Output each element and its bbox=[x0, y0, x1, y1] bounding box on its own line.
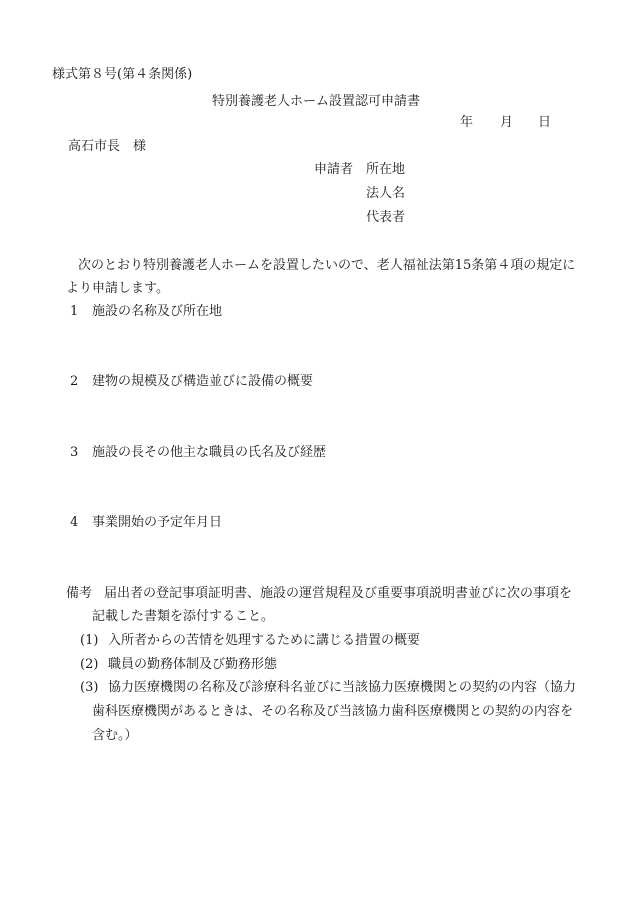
item-2-label: 建物の規模及び構造並びに設備の概要 bbox=[92, 374, 314, 389]
subitem-3-line-1: 協力医療機関の名称及び診療科名並びに当該協力医療機関との契約の内容（協力 bbox=[108, 680, 577, 695]
item-1-label: 施設の名称及び所在地 bbox=[92, 304, 223, 319]
document-title: 特別養護老人ホーム設置認可申請書 bbox=[212, 94, 421, 109]
form-label: 様式第８号(第４条関係) bbox=[52, 67, 193, 82]
applicant-location: 所在地 bbox=[366, 162, 406, 177]
subitem-1-number: (1) bbox=[80, 633, 99, 648]
item-3-number: 3 bbox=[70, 445, 79, 460]
remarks-line-1: 届出者の登記事項証明書、施設の運営規程及び重要事項説明書並びに次の事項を bbox=[104, 586, 573, 601]
subitem-3-line-2: 歯科医療機関があるときは、その名称及び当該協力歯科医療機関との契約の内容を bbox=[92, 704, 574, 719]
subitem-2-number: (2) bbox=[80, 657, 99, 672]
applicant-corp-name: 法人名 bbox=[366, 186, 406, 201]
remarks-line-2: 記載した書類を添付すること。 bbox=[92, 609, 275, 624]
subitem-3-number: (3) bbox=[80, 680, 99, 695]
date-month: 月 bbox=[500, 115, 514, 130]
body-line-1: 次のとおり特別養護老人ホームを設置したいので、老人福祉法第15条第４項の規定に bbox=[78, 258, 576, 273]
addressee: 高石市長 様 bbox=[68, 139, 147, 154]
item-2-number: 2 bbox=[70, 374, 79, 389]
item-4-number: 4 bbox=[70, 515, 79, 530]
body-line-2: より申請します。 bbox=[66, 281, 169, 296]
applicant-label: 申請者 bbox=[314, 162, 354, 177]
item-4-label: 事業開始の予定年月日 bbox=[92, 515, 223, 530]
remarks-label: 備考 bbox=[66, 586, 93, 601]
item-1-number: 1 bbox=[70, 304, 79, 319]
item-3-label: 施設の長その他主な職員の氏名及び経歴 bbox=[92, 445, 327, 460]
subitem-1-line: 入所者からの苦情を処理するために講じる措置の概要 bbox=[108, 633, 421, 648]
date-year: 年 bbox=[460, 115, 474, 130]
subitem-2-line: 職員の勤務体制及び勤務形態 bbox=[108, 657, 278, 672]
date-day: 日 bbox=[538, 115, 552, 130]
subitem-3-line-3: 含む。） bbox=[92, 728, 138, 743]
applicant-representative: 代表者 bbox=[366, 210, 406, 225]
